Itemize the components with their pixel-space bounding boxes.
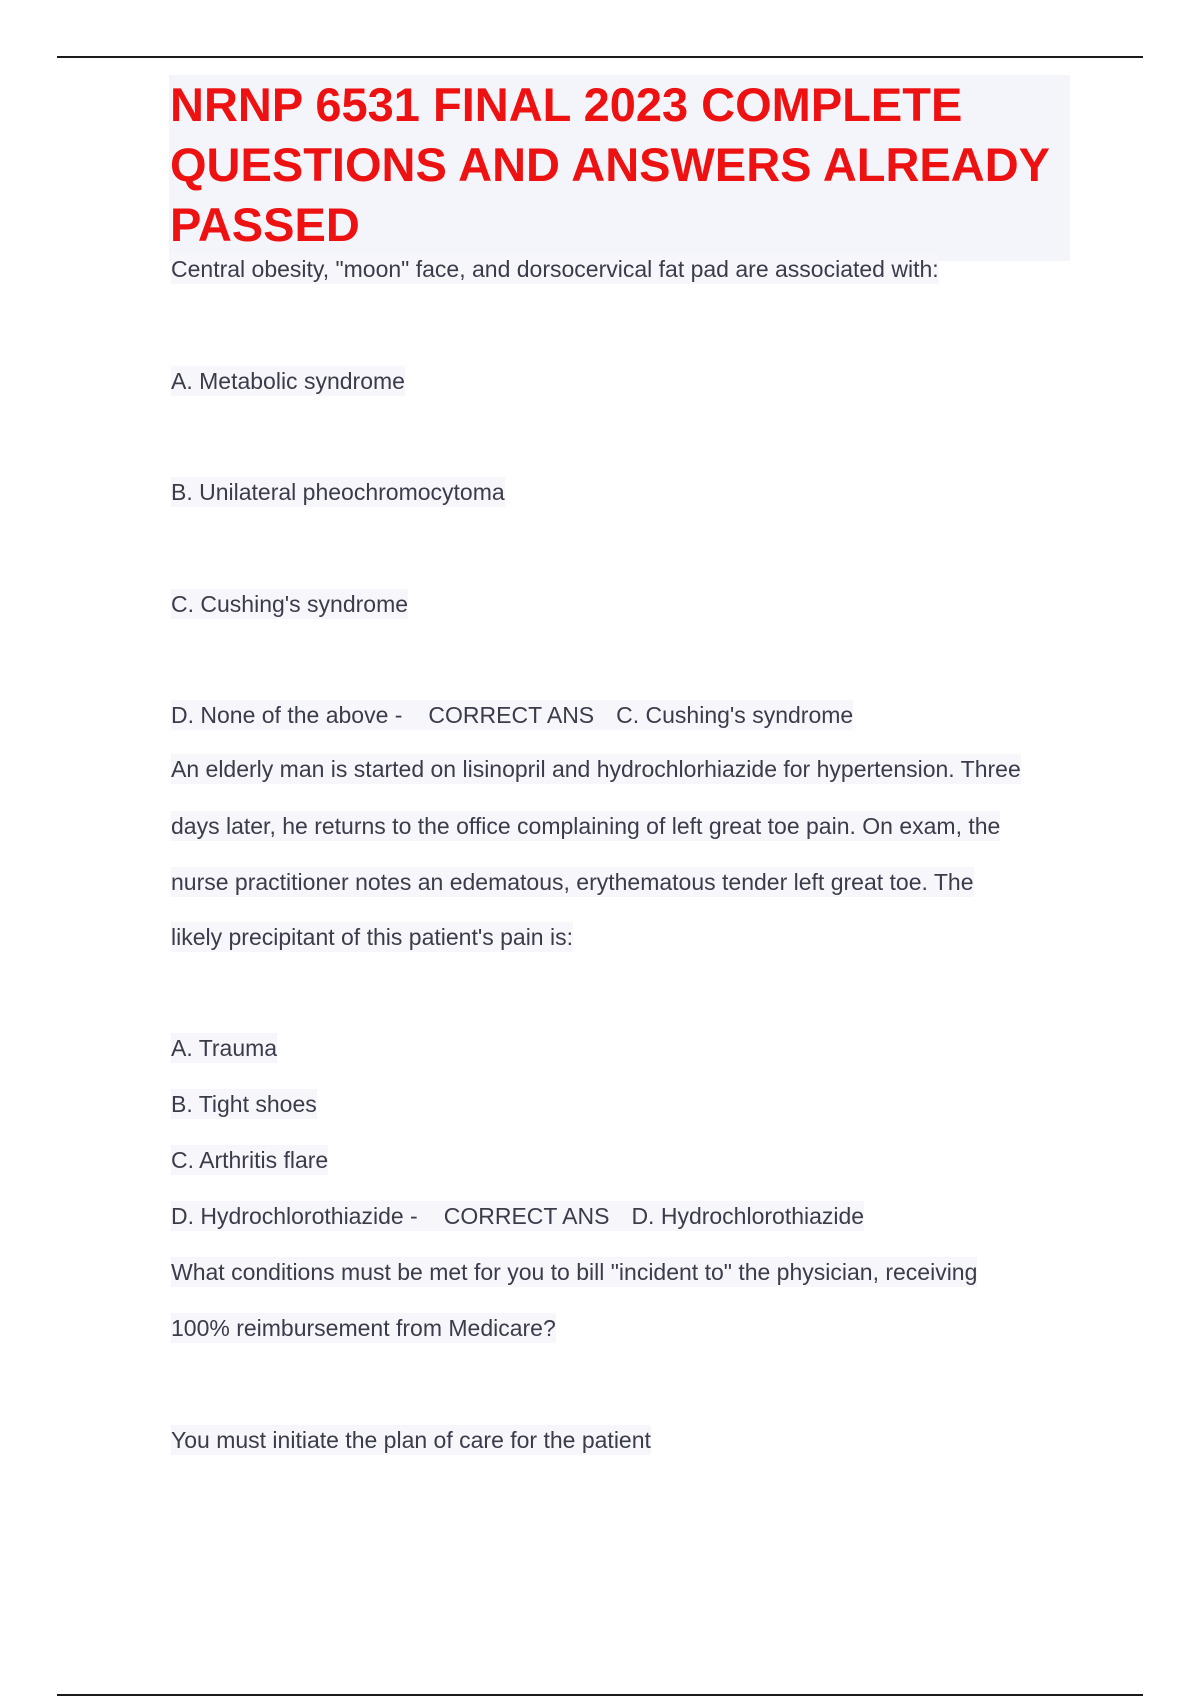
top-divider [57, 56, 1143, 58]
correct-answer-line [171, 1201, 864, 1231]
answer-option: B. Unilateral pheochromocytoma [171, 479, 505, 505]
answer-option: A. Trauma [171, 1035, 278, 1061]
answer-option: C. Arthritis flare [171, 1147, 329, 1173]
document-title: NRNP 6531 FINAL 2023 COMPLETE QUESTIONS AND ANSWERS ALREADY PASSED [169, 75, 1070, 261]
correct-answer-marker: CORRECT ANS [428, 702, 595, 728]
question-text: Central obesity, "moon" face, and dorsocervical fat pad are associated with: [171, 256, 939, 282]
question-text: What conditions must be met for you to bill "incident to" the physician, receiving [171, 1259, 978, 1285]
answer-option: A. Metabolic syndrome [171, 368, 405, 394]
question-text: days later, he returns to the office complaining of left great toe pain. On exam, the [171, 813, 1001, 839]
correct-answer-value: D. Hydrochlorothiazide [631, 1203, 865, 1229]
correct-answer-marker: CORRECT ANS [443, 1203, 610, 1229]
question-text: nurse practitioner notes an edematous, erythematous tender left great toe. The [171, 869, 974, 895]
question-text: likely precipitant of this patient's pain is: [171, 924, 573, 950]
bottom-divider [57, 1694, 1143, 1696]
correct-answer-value: C. Cushing's syndrome [616, 702, 854, 728]
correct-answer-line [171, 700, 853, 730]
answer-option: You must initiate the plan of care for the patient [171, 1427, 651, 1453]
question-text: 100% reimbursement from Medicare? [171, 1315, 556, 1341]
answer-option: C. Cushing's syndrome [171, 591, 409, 617]
answer-option: D. Hydrochlorothiazide - [171, 1203, 418, 1229]
question-text: An elderly man is started on lisinopril and hydrochlorhiazide for hypertension. Three [171, 756, 1021, 782]
answer-option: B. Tight shoes [171, 1091, 317, 1117]
answer-option: D. None of the above - [171, 702, 403, 728]
